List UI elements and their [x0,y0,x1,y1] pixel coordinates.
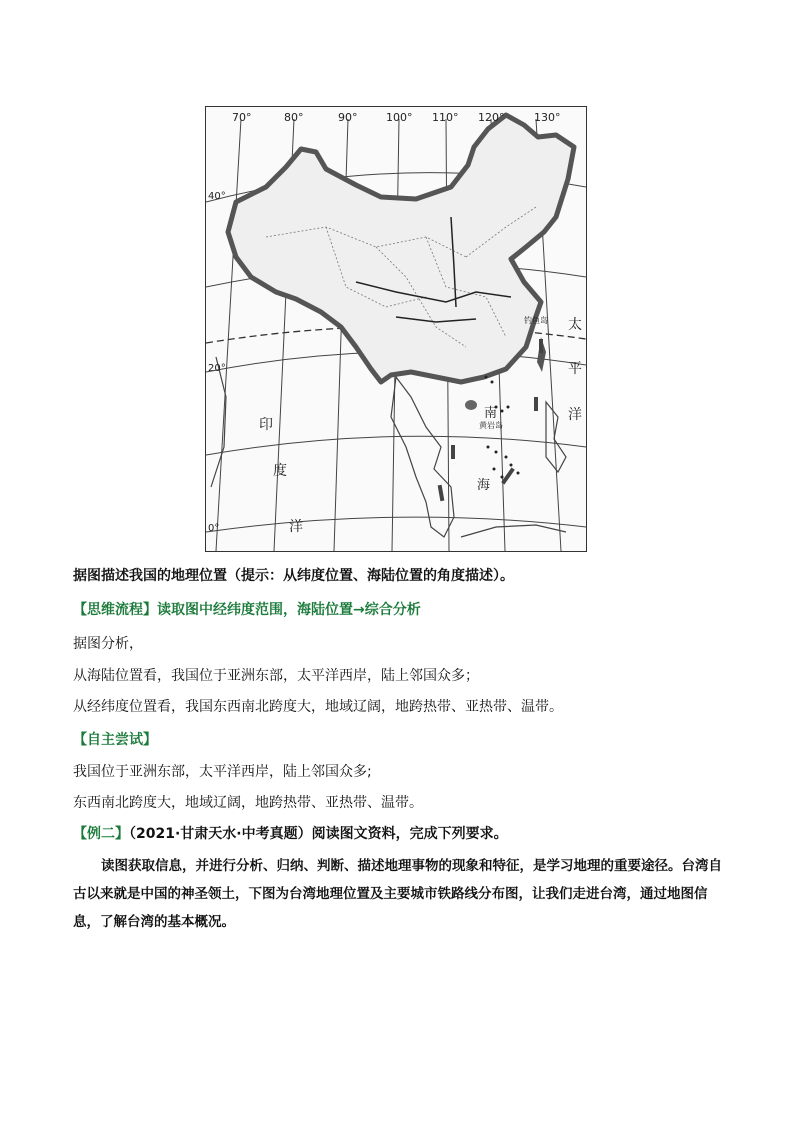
diaoyu-label: 钓鱼岛 [524,316,548,325]
lat-label-40: 40° [208,191,226,202]
map-drawing [206,107,586,551]
analysis-line-2: 从海陆位置看，我国位于亚洲东部，太平洋西岸，陆上邻国众多； [73,668,479,684]
pacific-label-2: 平 [568,361,582,377]
answer-line-1: 我国位于亚洲东部，太平洋西岸，陆上邻国众多; [73,764,372,780]
lon-label-100: 100° [386,111,413,124]
example2-text: （2021·甘肃天水·中考真题）阅读图文资料，完成下列要求。 [129,826,508,842]
example2-tag: 【例二】 [73,826,129,842]
taiwan-paragraph-text: 读图获取信息，并进行分析、归纳、判断、描述地理事物的现象和特征，是学习地理的重要途径。台湾自古以来就是中国的神圣领土，下图为台湾地理位置及主要城市铁路线分布图，让我们走进台湾，通过地图信息，了解台湾的基本概况。 [73,858,722,930]
indochina-coast [391,377,454,537]
lon-label-110: 110° [432,111,459,124]
china-location-map [205,106,587,552]
thinking-text: 读取图中经纬度范围，海陆位置→综合分析 [157,602,421,618]
pacific-label-3: 洋 [568,407,582,423]
taiwan-paragraph [73,852,723,936]
south-sea-label-2: 海 [477,478,491,493]
lon-label-90: 90° [338,111,358,124]
thinking-process [73,600,421,620]
borneo-coast [461,525,566,537]
analysis-line-1: 据图分析， [73,636,143,652]
lat-label-20: 20° [208,363,226,374]
example2-heading [73,824,508,844]
lat-label-0: 0° [208,523,220,534]
china-border [228,115,574,382]
lon-label-80: 80° [284,111,304,124]
huangyan-label: 黄岩岛 [479,421,503,430]
lon-label-130: 130° [534,111,561,124]
self-try-tag: 【自主尝试】 [73,732,157,748]
analysis-line-3: 从经纬度位置看，我国东西南北跨度大，地域辽阔，地跨热带、亚热带、温带。 [73,699,563,715]
lon-label-120: 120° [478,111,505,124]
indian-label-2: 度 [273,463,287,479]
pacific-label-1: 太 [568,317,582,333]
question-text: 据图描述我国的地理位置（提示：从纬度位置、海陆位置的角度描述）。 [73,568,514,584]
south-sea-label-1: 南 [484,406,498,421]
indian-label-1: 印 [259,417,273,433]
indian-label-3: 洋 [289,519,303,535]
answer-line-2: 东西南北跨度大，地域辽阔，地跨热带、亚热带、温带。 [73,795,423,811]
thinking-tag: 【思维流程】 [73,602,157,618]
lon-label-70: 70° [232,111,252,124]
hainan-island [465,400,477,410]
